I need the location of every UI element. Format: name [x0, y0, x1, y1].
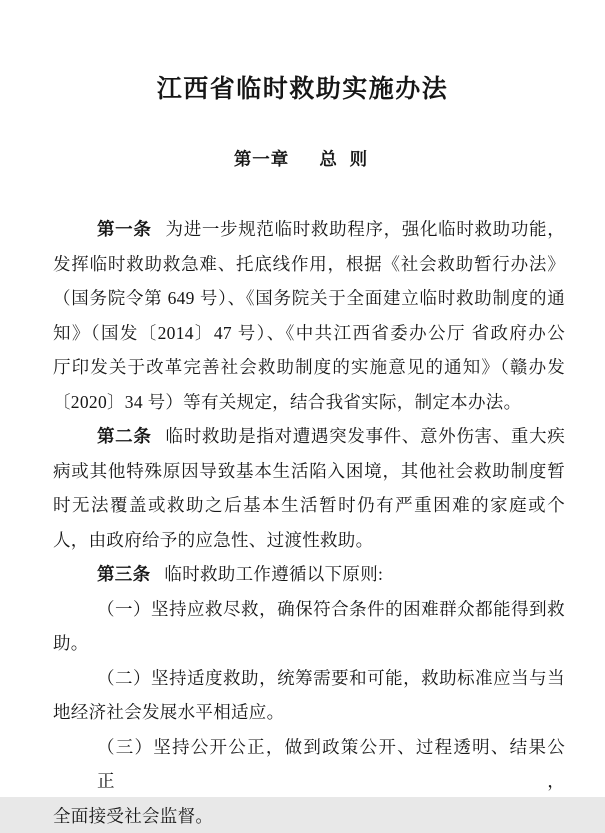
chapter-title: 总 则 [319, 149, 371, 169]
line-text: 临时救助是指对遭遇突发事件、意外伤害、重大疾 [166, 426, 565, 446]
paragraph-line: （三）坚持公开公正，做到政策公开、过程透明、结果公正， [53, 730, 565, 799]
document-body [53, 212, 565, 833]
article-term: 第一条 [97, 219, 152, 239]
paragraph-line: 全面接受社会监督。 [53, 799, 565, 833]
paragraph-line: 病或其他特殊原因导致基本生活陷入困境，其他社会救助制度暂 [53, 454, 565, 489]
paragraph-line: 发挥临时救助救急难、托底线作用，根据《社会救助暂行办法》 [53, 247, 565, 282]
article-term: 第三条 [97, 564, 150, 584]
document-title: 江西省临时救助实施办法 [0, 0, 605, 103]
paragraph-line: 〔2020〕34 号）等有关规定，结合我省实际，制定本办法。 [53, 385, 565, 420]
paragraph-line: （一）坚持应救尽救，确保符合条件的困难群众都能得到救 [53, 592, 565, 627]
chapter-number: 第一章 [234, 149, 290, 169]
paragraph-line: 时无法覆盖或救助之后基本生活暂时仍有严重困难的家庭或个 [53, 488, 565, 523]
paragraph-line: 厅印发关于改革完善社会救助制度的实施意见的通知》（赣办发 [53, 350, 565, 385]
paragraph-line: 助。 [53, 626, 565, 661]
paragraph-line: 人，由政府给予的应急性、过渡性救助。 [53, 523, 565, 558]
line-text: 为进一步规范临时救助程序，强化临时救助功能， [166, 219, 565, 239]
paragraph-line: （二）坚持适度救助，统筹需要和可能，救助标准应当与当 [53, 661, 565, 696]
line-text: 临时救助工作遵循以下原则: [164, 564, 383, 584]
paragraph-line: （国务院令第 649 号）、《国务院关于全面建立临时救助制度的通 [53, 281, 565, 316]
paragraph-line: 地经济社会发展水平相适应。 [53, 695, 565, 730]
article-term: 第二条 [97, 426, 152, 446]
paragraph-line: 知》（国发〔2014〕47 号）、《中共江西省委办公厅 省政府办公 [53, 316, 565, 351]
chapter-heading [0, 150, 605, 168]
paragraph-line [53, 419, 565, 454]
paragraph-line [53, 212, 565, 247]
paragraph-line [53, 557, 565, 592]
